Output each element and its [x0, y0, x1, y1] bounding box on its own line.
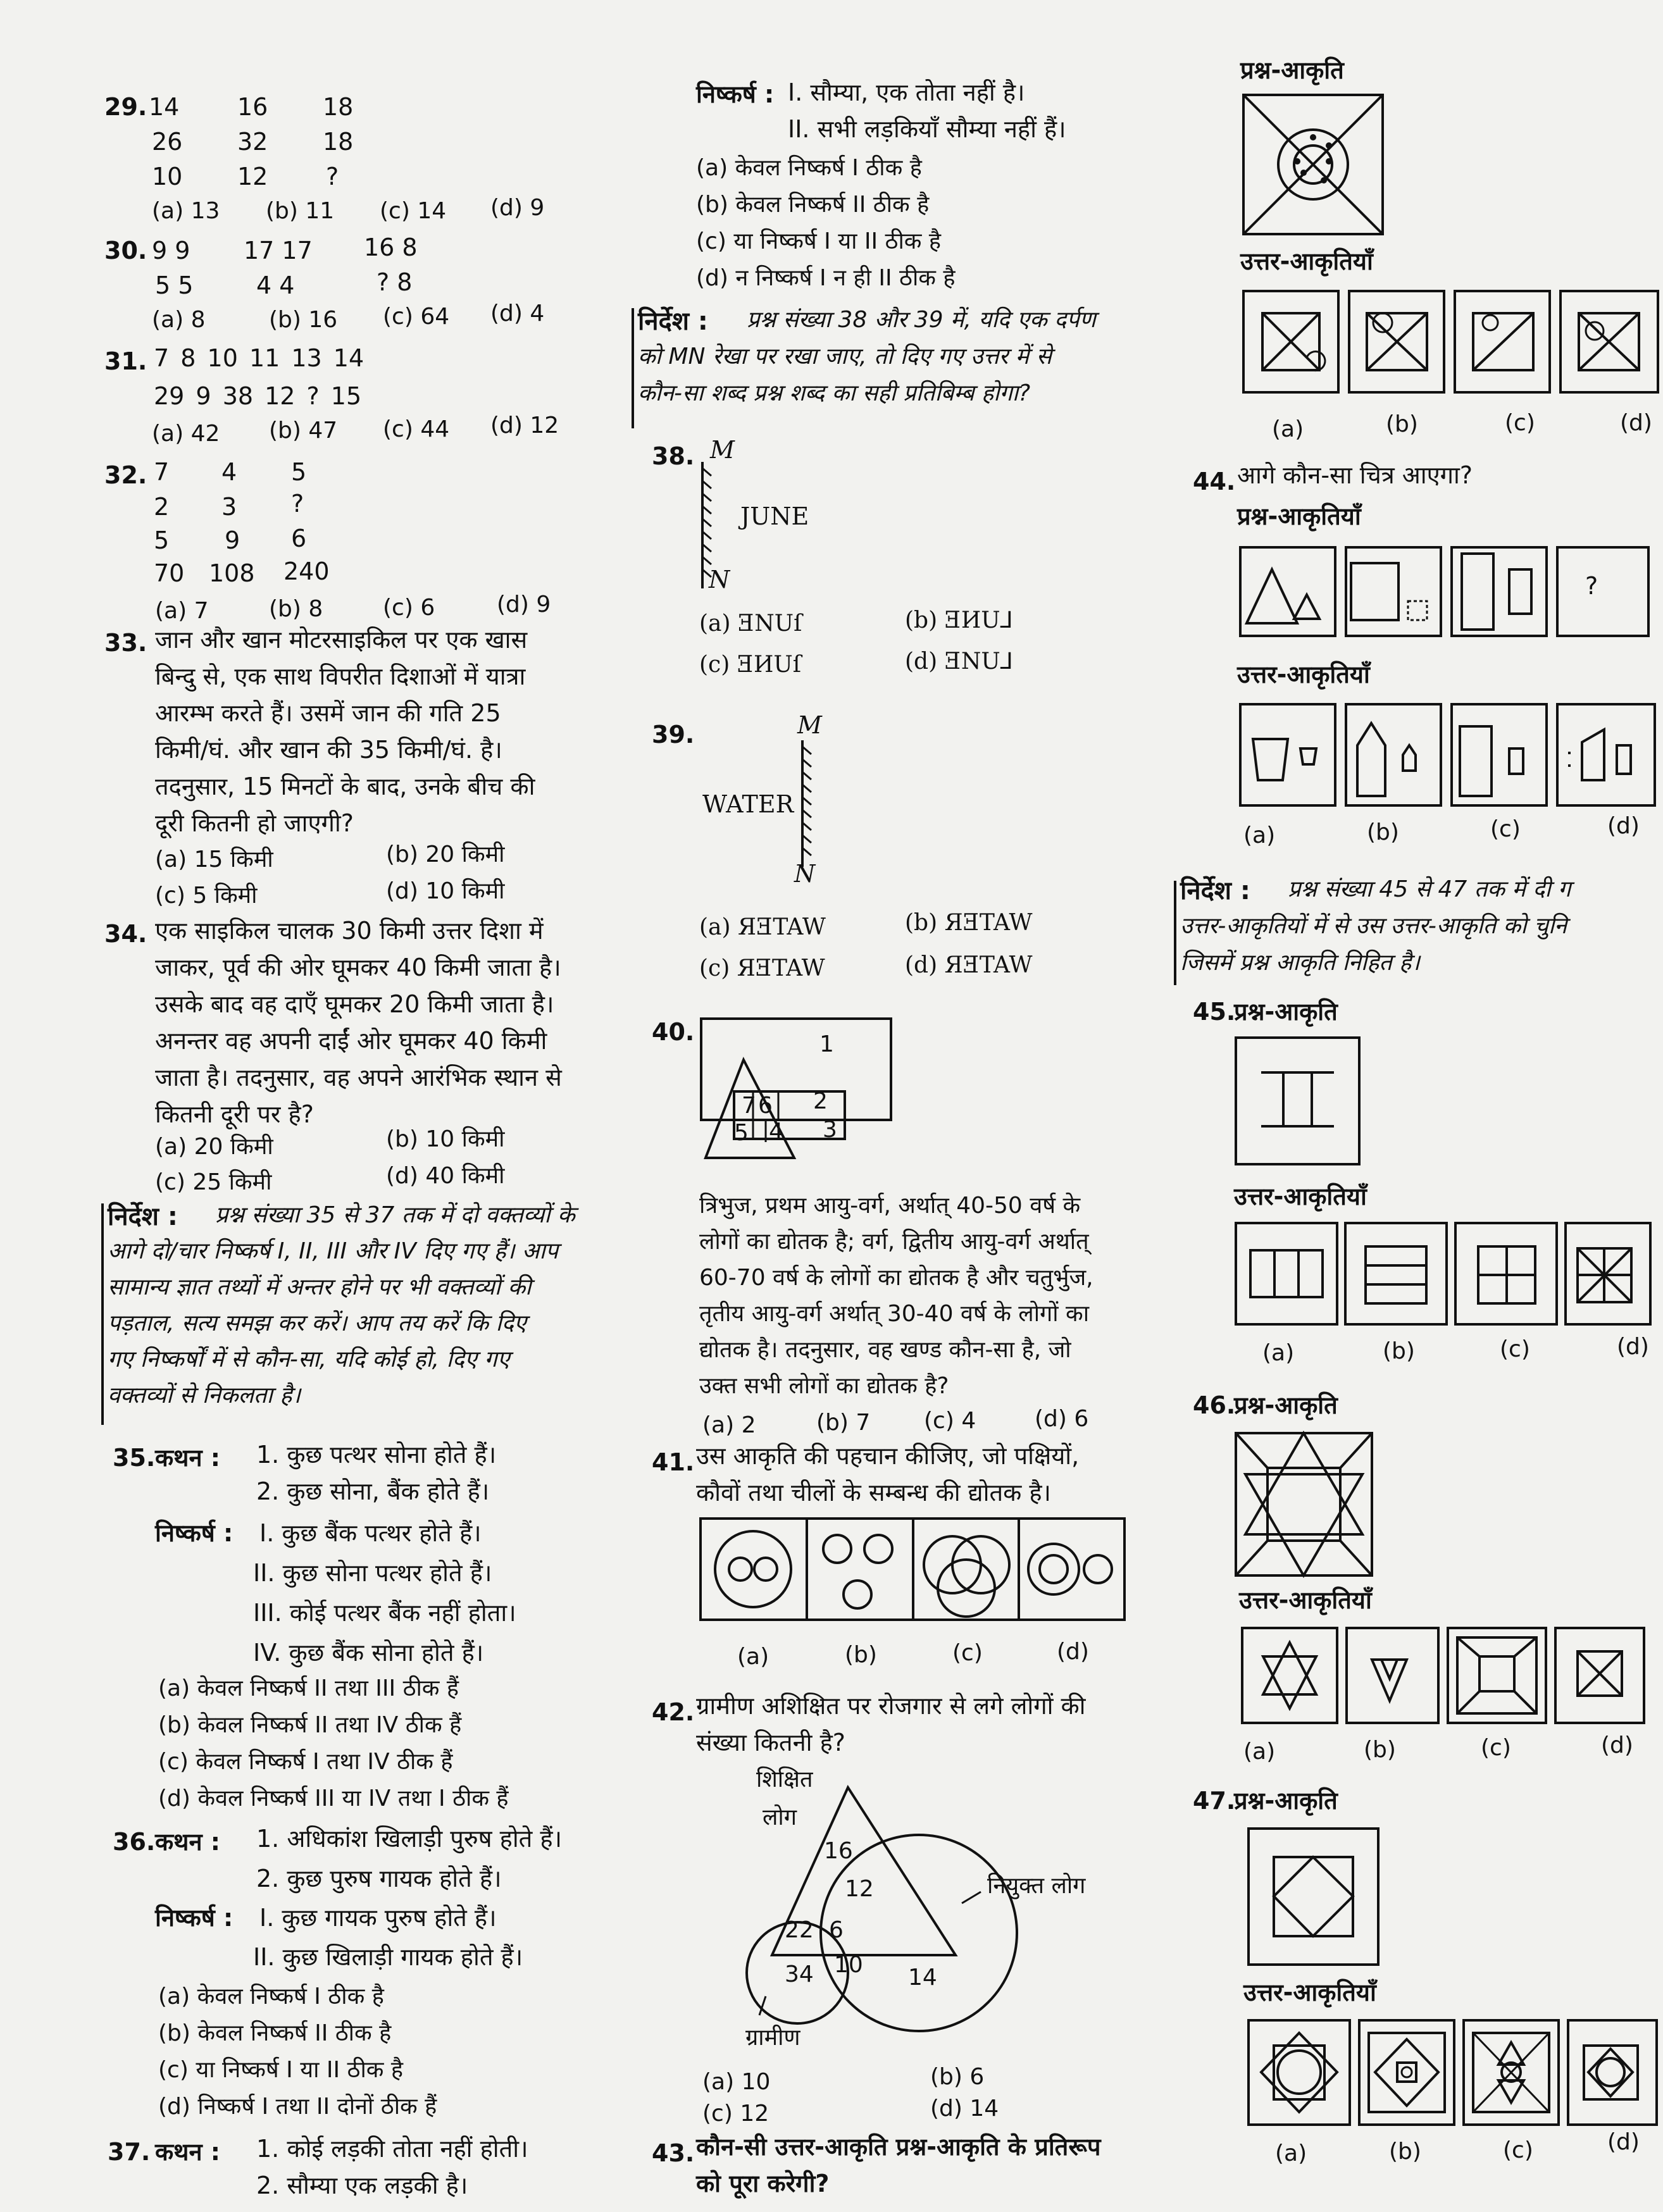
- q37-conclusion: II. सभी लड़कियाँ सौम्या नहीं हैं।: [788, 115, 1066, 143]
- q46-question-figure-label: प्रश्न-आकृति: [1234, 1391, 1338, 1419]
- direction-line: प्रश्न संख्या 45 से 47 तक में दी ग: [1288, 876, 1571, 902]
- q32-cell: 7: [154, 458, 170, 486]
- q38-option: (d) ƎNU⅃: [905, 649, 1013, 674]
- q43-option: (b): [1386, 411, 1418, 437]
- q36-nishkarsh: निष्कर्ष :: [155, 1904, 234, 1932]
- q33-line: दूरी कितनी हो जाएगी?: [155, 809, 354, 837]
- q40-region-label: 1: [819, 1031, 834, 1057]
- q30-number: 30.: [104, 237, 147, 264]
- q36-conclusion: I. कुछ गायक पुरुष होते हैं।: [259, 1904, 497, 1932]
- q31-option: (c) 44: [383, 416, 450, 442]
- q29-cell: 16: [237, 93, 268, 121]
- q44-question-mark: ?: [1585, 572, 1598, 600]
- q43-option: (c): [1505, 410, 1535, 436]
- q40-region-label: 5: [734, 1120, 749, 1146]
- q40-line: तृतीय आयु-वर्ग अर्थात् 30-40 वर्ष के लोगों का: [699, 1301, 1090, 1327]
- direction-label: निर्देश :: [108, 1202, 178, 1231]
- q41-option: (a): [737, 1644, 769, 1670]
- q37-option: (a) केवल निष्कर्ष I ठीक है: [696, 155, 922, 181]
- mirror-label-m: M: [797, 711, 822, 739]
- q35-option: (a) केवल निष्कर्ष II तथा III ठीक हैं: [158, 1675, 459, 1701]
- q33-line: आरम्भ करते हैं। उसमें जान की गति 25: [155, 699, 501, 727]
- q47-option: (b): [1389, 2139, 1421, 2165]
- q31-row: 7 8 10 11 13 14: [154, 344, 364, 372]
- q30-cell: 4 4: [256, 271, 295, 299]
- q29-cell: 12: [237, 163, 268, 190]
- q38-option: (a) ƎNUſ: [699, 611, 802, 637]
- direction-line: प्रश्न संख्या 35 से 37 तक में दो वक्तव्यों के: [215, 1202, 575, 1228]
- q42-number: 42.: [652, 1698, 695, 1726]
- q44-text: आगे कौन-सा चित्र आएगा?: [1237, 461, 1473, 489]
- q29-cell: 18: [323, 128, 354, 156]
- q29-cell: 10: [152, 163, 183, 190]
- q40-line: द्योतक है। तदनुसार, वह खण्ड कौन-सा है, जो: [699, 1337, 1071, 1363]
- q30-cell: ? 8: [377, 268, 413, 296]
- q37-statement: 2. सौम्या एक लड़की है।: [256, 2172, 468, 2199]
- q46-question-figure: [1233, 1430, 1378, 1582]
- q35-option: (b) केवल निष्कर्ष II तथा IV ठीक हैं: [158, 1712, 462, 1738]
- q30-option: (d) 4: [490, 301, 545, 326]
- q42-option: (b) 6: [930, 2064, 985, 2090]
- q40-region-label: 3: [823, 1117, 837, 1143]
- q37-number: 37.: [108, 2138, 151, 2166]
- q45-option: (a): [1262, 1340, 1295, 1366]
- direction-line: जिसमें प्रश्न आकृति निहित है।: [1180, 950, 1420, 976]
- q33-option: (d) 10 किमी: [386, 878, 505, 904]
- q37-conclusion: I. सौम्या, एक तोता नहीं है।: [788, 78, 1025, 106]
- mirror-label-m: M: [710, 436, 735, 464]
- q42-label-rural: ग्रामीण: [745, 2025, 800, 2051]
- q44-question-figures-label: प्रश्न-आकृतियाँ: [1237, 502, 1361, 530]
- q35-option: (d) केवल निष्कर्ष III या IV तथा I ठीक हैं: [158, 1786, 509, 1811]
- q42-region-value: 12: [845, 1876, 874, 1902]
- q33-line: किमी/घं. और खान की 35 किमी/घं. है।: [155, 736, 502, 764]
- q32-option: (a) 7: [155, 598, 209, 624]
- q41-option: (b): [845, 1642, 877, 1668]
- direction-label: निर्देश :: [1180, 876, 1250, 905]
- q40-option: (d) 6: [1035, 1406, 1089, 1432]
- q46-option: (d): [1601, 1732, 1633, 1758]
- q36-number: 36.: [113, 1828, 156, 1856]
- q40-line: लोगों का द्योतक है; वर्ग, द्वितीय आयु-वर्ग अर्थात्: [699, 1229, 1089, 1255]
- q46-option: (b): [1364, 1737, 1396, 1763]
- q34-option: (b) 10 किमी: [386, 1126, 505, 1152]
- q29-number: 29.: [104, 93, 147, 121]
- q29-option: (d) 9: [490, 195, 545, 221]
- q42-label-educated: लोग: [763, 1805, 797, 1830]
- q43-question-figure-label: प्रश्न-आकृति: [1240, 56, 1344, 84]
- q40-region-label: 7: [742, 1093, 756, 1119]
- q43-answer-figures: [1240, 288, 1658, 399]
- q44-number: 44.: [1193, 468, 1236, 495]
- q35-conclusion: IV. कुछ बैंक सोना होते हैं।: [253, 1639, 484, 1667]
- q31-row: 29 9 38 12 ? 15: [154, 382, 362, 410]
- q37-option: (c) या निष्कर्ष I या II ठीक है: [696, 228, 941, 254]
- q47-option: (d): [1607, 2129, 1640, 2155]
- q33-option: (c) 5 किमी: [155, 883, 258, 909]
- q36-option: (c) या निष्कर्ष I या II ठीक है: [158, 2057, 403, 2083]
- q40-venn-figure: [699, 1016, 902, 1180]
- q34-option: (d) 40 किमी: [386, 1163, 505, 1189]
- direction-line: कौन-सा शब्द प्रश्न शब्द का सही प्रतिबिम्ब होगा?: [638, 380, 1031, 406]
- q45-number: 45.: [1193, 998, 1236, 1026]
- q38-option: (b) ƎИU⅃: [905, 607, 1013, 633]
- q47-option: (c): [1503, 2137, 1533, 2163]
- q46-number: 46.: [1193, 1391, 1236, 1419]
- q41-option: (d): [1057, 1639, 1089, 1665]
- q35-number: 35.: [113, 1444, 156, 1472]
- q37-option: (b) केवल निष्कर्ष II ठीक है: [696, 192, 930, 218]
- q32-cell: 9: [225, 526, 240, 554]
- q32-option: (c) 6: [383, 595, 435, 621]
- q36-kathan: कथन :: [155, 1828, 220, 1856]
- q31-option: (a) 42: [152, 421, 220, 447]
- q47-question-figure: [1245, 1825, 1385, 1968]
- q39-number: 39.: [652, 721, 695, 749]
- q33-option: (a) 15 किमी: [155, 847, 273, 873]
- q32-cell: 6: [291, 525, 307, 552]
- q34-line: जाकर, पूर्व की ओर घूमकर 40 किमी जाता है।: [155, 954, 561, 981]
- direction-line: प्रश्न संख्या 38 और 39 में, यदि एक दर्पण: [747, 307, 1096, 333]
- q41-line: कौवों तथा चीलों के सम्बन्ध की द्योतक है।: [696, 1479, 1051, 1507]
- q39-option: (b) ЯƎTAW: [905, 910, 1033, 936]
- q37-kathan: कथन :: [155, 2138, 220, 2166]
- q30-cell: 17 17: [244, 237, 313, 264]
- q38-number: 38.: [652, 442, 695, 470]
- q42-region-value: 16: [824, 1838, 853, 1864]
- q32-cell: ?: [291, 490, 304, 518]
- q39-word: WATER: [702, 790, 794, 818]
- q37-option: (d) न निष्कर्ष I न ही II ठीक है: [696, 265, 956, 291]
- q40-region-label: 4: [769, 1119, 783, 1145]
- q43-answer-figures-label: उत्तर-आकृतियाँ: [1240, 247, 1373, 275]
- q42-line: ग्रामीण अशिक्षित पर रोजगार से लगे लोगों की: [696, 1692, 1086, 1720]
- q34-option: (a) 20 किमी: [155, 1134, 273, 1160]
- q34-line: उसके बाद वह दाएँ घूमकर 20 किमी जाता है।: [155, 990, 554, 1018]
- q29-cell: 18: [323, 93, 354, 121]
- mirror-line: [796, 740, 815, 873]
- q40-region-label: 6: [758, 1093, 773, 1119]
- direction-line: आगे दो/चार निष्कर्ष I, II, III और IV दिए गए हैं। आप: [108, 1238, 559, 1264]
- q47-option: (a): [1275, 2141, 1307, 2166]
- q42-line: संख्या कितनी है?: [696, 1729, 845, 1756]
- q46-answer-figures-label: उत्तर-आकृतियाँ: [1239, 1586, 1372, 1614]
- q40-line: 60-70 वर्ष के लोगों का द्योतक है और चतुर्भुज,: [699, 1265, 1093, 1291]
- q37-statement: 1. कोई लड़की तोता नहीं होती।: [256, 2135, 528, 2163]
- q38-option: (c) ƎИUſ: [699, 652, 802, 678]
- q43-question-figure: [1240, 92, 1389, 240]
- q38-word: JUNE: [740, 502, 809, 530]
- q44-option: (c): [1490, 816, 1521, 842]
- q40-line: त्रिभुज, प्रथम आयु-वर्ग, अर्थात् 40-50 वर्ष के: [699, 1193, 1081, 1219]
- q41-option: (c): [952, 1640, 983, 1666]
- q33-line: बिन्दु से, एक साथ विपरीत दिशाओं में यात्रा: [155, 662, 526, 690]
- q46-option: (c): [1481, 1735, 1511, 1761]
- direction-line: पड़ताल, सत्य समझ कर करें। आप तय करें कि दिए: [108, 1310, 526, 1336]
- q40-region-label: 2: [813, 1088, 828, 1114]
- q30-cell: 5 5: [155, 271, 194, 299]
- q42-option: (a) 10: [702, 2069, 771, 2095]
- q42-region-value: 34: [785, 1961, 814, 1987]
- q47-answer-figures-label: उत्तर-आकृतियाँ: [1243, 1979, 1376, 2006]
- q34-line: कितनी दूरी पर है?: [155, 1100, 314, 1128]
- q36-option: (a) केवल निष्कर्ष I ठीक है: [158, 1984, 384, 2010]
- q43-option: (a): [1272, 416, 1304, 442]
- q29-cell: 32: [237, 128, 268, 156]
- q45-answer-figures: [1233, 1220, 1650, 1327]
- q34-line: एक साइकिल चालक 30 किमी उत्तर दिशा में: [155, 917, 544, 945]
- q29-cell: 14: [149, 93, 180, 121]
- q45-option: (c): [1500, 1336, 1530, 1362]
- q42-label-employed: नियुक्त लोग: [987, 1873, 1086, 1899]
- q30-option: (b) 16: [269, 307, 338, 333]
- q32-cell: 70: [154, 559, 185, 587]
- q45-question-figure-label: प्रश्न-आकृति: [1234, 998, 1338, 1026]
- q33-option: (b) 20 किमी: [386, 842, 505, 867]
- direction-line: को MN रेखा पर रखा जाए, तो दिए गए उत्तर में से: [638, 344, 1052, 370]
- q43-line: को पूरा करेगी?: [696, 2170, 830, 2197]
- q34-option: (c) 25 किमी: [155, 1169, 272, 1195]
- q43-line: कौन-सी उत्तर-आकृति प्रश्न-आकृति के प्रतिरूप: [696, 2133, 1101, 2161]
- q41-answer-figures: [699, 1517, 1130, 1622]
- q35-statement: 2. कुछ सोना, बैंक होते हैं।: [256, 1477, 490, 1505]
- q35-conclusion: II. कुछ सोना पत्थर होते हैं।: [253, 1559, 492, 1587]
- q39-option: (a) ЯƎTAW: [699, 914, 826, 940]
- direction-line: उत्तर-आकृतियों में से उस उत्तर-आकृति को चुनि: [1180, 913, 1567, 939]
- direction-bar: [101, 1203, 104, 1425]
- q45-option: (b): [1383, 1338, 1415, 1364]
- q35-conclusion: III. कोई पत्थर बैंक नहीं होता।: [253, 1599, 516, 1627]
- direction-line: सामान्य ज्ञात तथ्यों में अन्तर होने पर भी वक्तव्यों की: [108, 1274, 532, 1300]
- q42-option: (c) 12: [702, 2101, 769, 2127]
- q29-cell: ?: [326, 163, 339, 190]
- q30-option: (c) 64: [383, 304, 450, 330]
- q42-region-value: 22: [785, 1917, 814, 1943]
- q47-answer-figures: [1245, 2017, 1657, 2128]
- q42-label-educated: शिक्षित: [756, 1767, 813, 1793]
- q36-statement: 1. अधिकांश खिलाड़ी पुरुष होते हैं।: [256, 1825, 562, 1853]
- q40-option: (a) 2: [702, 1412, 756, 1438]
- q32-cell: 5: [154, 526, 170, 554]
- q43-number: 43.: [652, 2139, 695, 2167]
- q32-cell: 5: [291, 458, 307, 486]
- q39-option: (c) ЯƎTAW: [699, 955, 825, 981]
- q32-cell: 2: [154, 493, 170, 521]
- direction-line: गए निष्कर्षों में से कौन-सा, यदि कोई हो, दिए गए: [108, 1346, 510, 1372]
- q42-region-value: 14: [908, 1965, 937, 1991]
- q29-option: (c) 14: [380, 198, 447, 224]
- q45-option: (d): [1617, 1334, 1649, 1360]
- q44-answer-figures: [1237, 701, 1655, 812]
- q33-line: जान और खान मोटरसाइकिल पर एक खास: [155, 626, 528, 654]
- q44-option: (a): [1243, 823, 1276, 848]
- q29-cell: 26: [152, 128, 183, 156]
- q35-kathan: कथन :: [155, 1444, 220, 1472]
- mirror-label-n: N: [709, 566, 730, 593]
- q31-option: (d) 12: [490, 413, 559, 438]
- q44-option: (b): [1367, 819, 1399, 845]
- q32-option: (d) 9: [497, 592, 551, 618]
- direction-bar: [632, 308, 634, 428]
- q40-line: उक्त सभी लोगों का द्योतक है?: [699, 1373, 949, 1399]
- q37-nishkarsh: निष्कर्ष :: [696, 80, 775, 108]
- mirror-label-n: N: [794, 860, 816, 888]
- q40-option: (c) 4: [924, 1408, 976, 1434]
- q30-cell: 16 8: [364, 233, 418, 261]
- q32-cell: 4: [221, 458, 237, 486]
- q36-conclusion: II. कुछ खिलाड़ी गायक होते हैं।: [253, 1943, 523, 1971]
- direction-line: वक्तव्यों से निकलता है।: [108, 1382, 301, 1408]
- q39-option: (d) ЯƎTAW: [905, 952, 1033, 978]
- q35-conclusion: I. कुछ बैंक पत्थर होते हैं।: [259, 1519, 482, 1547]
- q32-cell: 240: [283, 557, 330, 585]
- q32-cell: 3: [221, 493, 237, 521]
- q43-option: (d): [1620, 410, 1652, 436]
- q33-number: 33.: [104, 629, 147, 657]
- q34-line: जाता है। तदनुसार, वह अपने आरंभिक स्थान से: [155, 1064, 562, 1091]
- q35-statement: 1. कुछ पत्थर सोना होते हैं।: [256, 1441, 497, 1469]
- q32-cell: 108: [209, 559, 255, 587]
- direction-label: निर्देश :: [638, 307, 708, 336]
- q31-number: 31.: [104, 347, 147, 375]
- q46-option: (a): [1243, 1739, 1276, 1765]
- q44-option: (d): [1607, 813, 1640, 839]
- q30-cell: 9 9: [152, 237, 190, 264]
- q29-option: (b) 11: [266, 198, 335, 224]
- q32-number: 32.: [104, 461, 147, 489]
- q32-option: (b) 8: [269, 596, 323, 622]
- q47-question-figure-label: प्रश्न-आकृति: [1234, 1787, 1338, 1815]
- q42-region-value: 6: [829, 1917, 844, 1943]
- q36-option: (d) निष्कर्ष I तथा II दोनों ठीक हैं: [158, 2094, 437, 2120]
- direction-bar: [1174, 881, 1176, 985]
- q47-number: 47.: [1193, 1787, 1236, 1815]
- q41-line: उस आकृति की पहचान कीजिए, जो पक्षियों,: [696, 1442, 1080, 1470]
- q34-number: 34.: [104, 920, 147, 948]
- q34-line: अनन्तर वह अपनी दाईं ओर घूमकर 40 किमी: [155, 1027, 547, 1055]
- q30-option: (a) 8: [152, 307, 206, 333]
- q35-nishkarsh: निष्कर्ष :: [155, 1519, 234, 1547]
- q35-option: (c) केवल निष्कर्ष I तथा IV ठीक हैं: [158, 1749, 453, 1775]
- q45-answer-figures-label: उत्तर-आकृतियाँ: [1234, 1183, 1367, 1210]
- q31-option: (b) 47: [269, 418, 338, 444]
- q40-number: 40.: [652, 1018, 695, 1046]
- q29-option: (a) 13: [152, 198, 220, 224]
- q36-option: (b) केवल निष्कर्ष II ठीक है: [158, 2020, 392, 2046]
- q44-answer-figures-label: उत्तर-आकृतियाँ: [1237, 661, 1370, 688]
- q45-question-figure: [1233, 1035, 1366, 1171]
- q36-statement: 2. कुछ पुरुष गायक होते हैं।: [256, 1865, 502, 1892]
- q40-option: (b) 7: [816, 1410, 871, 1436]
- q33-line: तदनुसार, 15 मिनटों के बाद, उनके बीच की: [155, 773, 535, 800]
- q46-answer-figures: [1239, 1625, 1657, 1729]
- q42-region-value: 10: [834, 1952, 863, 1978]
- q41-number: 41.: [652, 1448, 695, 1476]
- q42-option: (d) 14: [930, 2096, 999, 2122]
